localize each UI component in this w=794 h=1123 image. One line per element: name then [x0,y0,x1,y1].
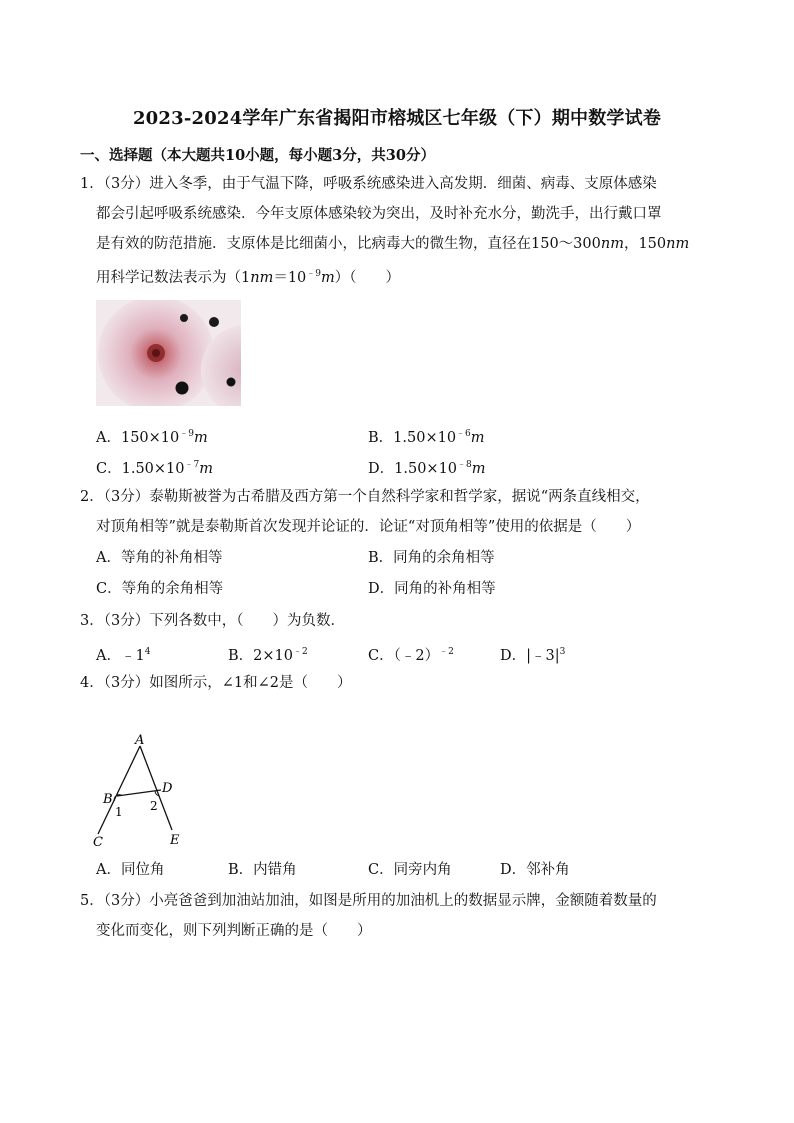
q3-option-c[interactable]: C．（﹣2）$^{﹣2}$ [368,647,454,664]
q1-line-4: 用科学记数法表示为$(1nm=10^{﹣9}m)$（ ） [96,269,401,286]
q4-option-d[interactable]: D．邻补角 [500,862,570,878]
section-heading: 一、选择题（本大题共10小题，每小题3分，共30分） [80,147,435,164]
q1-line-1: 1．（3分）进入冬季，由于气温下降，呼吸系统感染进入高发期．细菌、病毒、支原体感染 [80,176,657,192]
q3-stem: 3．（3分）下列各数中，（ ）为负数． [80,613,345,629]
label-a: A [135,733,145,748]
angle-2-label: 2 [150,799,158,813]
q3-option-b[interactable]: B．$2\times 10^{﹣2}$ [228,647,308,664]
q3-option-a[interactable]: A．$﹣1^4$ [96,647,151,664]
q2-line-2: 对顶角相等”就是泰勒斯首次发现并论证的．论证“对顶角相等”使用的依据是（ ） [96,519,641,535]
q1-option-b[interactable]: B．$1.50\times 10^{﹣6}m$ [368,429,485,446]
q1-option-a[interactable]: A．$150\times 10^{﹣9}m$ [96,429,208,446]
segment-bd [117,790,161,796]
q5-line-1: 5．（3分）小亮爸爸到加油站加油，如图是所用的加油机上的数据显示牌，金额随着数量的 [80,893,657,909]
q1-option-c[interactable]: C．$1.50\times 10^{﹣7}m$ [96,460,213,477]
q4-option-b[interactable]: B．内错角 [228,862,297,878]
line-ac [98,746,140,834]
label-e: E [170,833,180,848]
q4-stem: 4．（3分）如图所示，∠1和∠2是（ ） [80,675,352,691]
label-c: C [93,835,103,850]
q3-option-d[interactable]: D．$|﹣3|^3$ [500,647,566,664]
q2-option-b[interactable]: B．同角的余角相等 [368,550,495,566]
mycoplasma-photo [96,300,241,406]
q2-line-1: 2．（3分）泰勒斯被誉为古希腊及西方第一个自然科学家和哲学家，据说“两条直线相交， [80,489,650,505]
q1-line-3: 是有效的防范措施．支原体是比细菌小，比病毒大的微生物，直径在150～300nm，150nm [96,236,690,252]
page-title: 2023-2024学年广东省揭阳市榕城区七年级（下）期中数学试卷 [132,108,662,129]
q2-option-a[interactable]: A．等角的补角相等 [96,550,223,566]
q2-option-d[interactable]: D．同角的补角相等 [368,581,496,597]
angle-diagram [88,728,198,850]
label-b: B [103,792,113,807]
q1-line-2: 都会引起呼吸系统感染．今年支原体感染较为突出，及时补充水分，勤洗手，出行戴口罩 [96,206,662,222]
q2-option-c[interactable]: C．等角的余角相等 [96,581,224,597]
q4-option-a[interactable]: A．同位角 [96,862,165,878]
angle-1-label: 1 [115,805,123,819]
q4-option-c[interactable]: C．同旁内角 [368,862,452,878]
q5-line-2: 变化而变化，则下列判断正确的是（ ） [96,923,372,939]
q1-option-d[interactable]: D．$1.50\times 10^{﹣8}m$ [368,460,486,477]
label-d: D [162,781,173,796]
